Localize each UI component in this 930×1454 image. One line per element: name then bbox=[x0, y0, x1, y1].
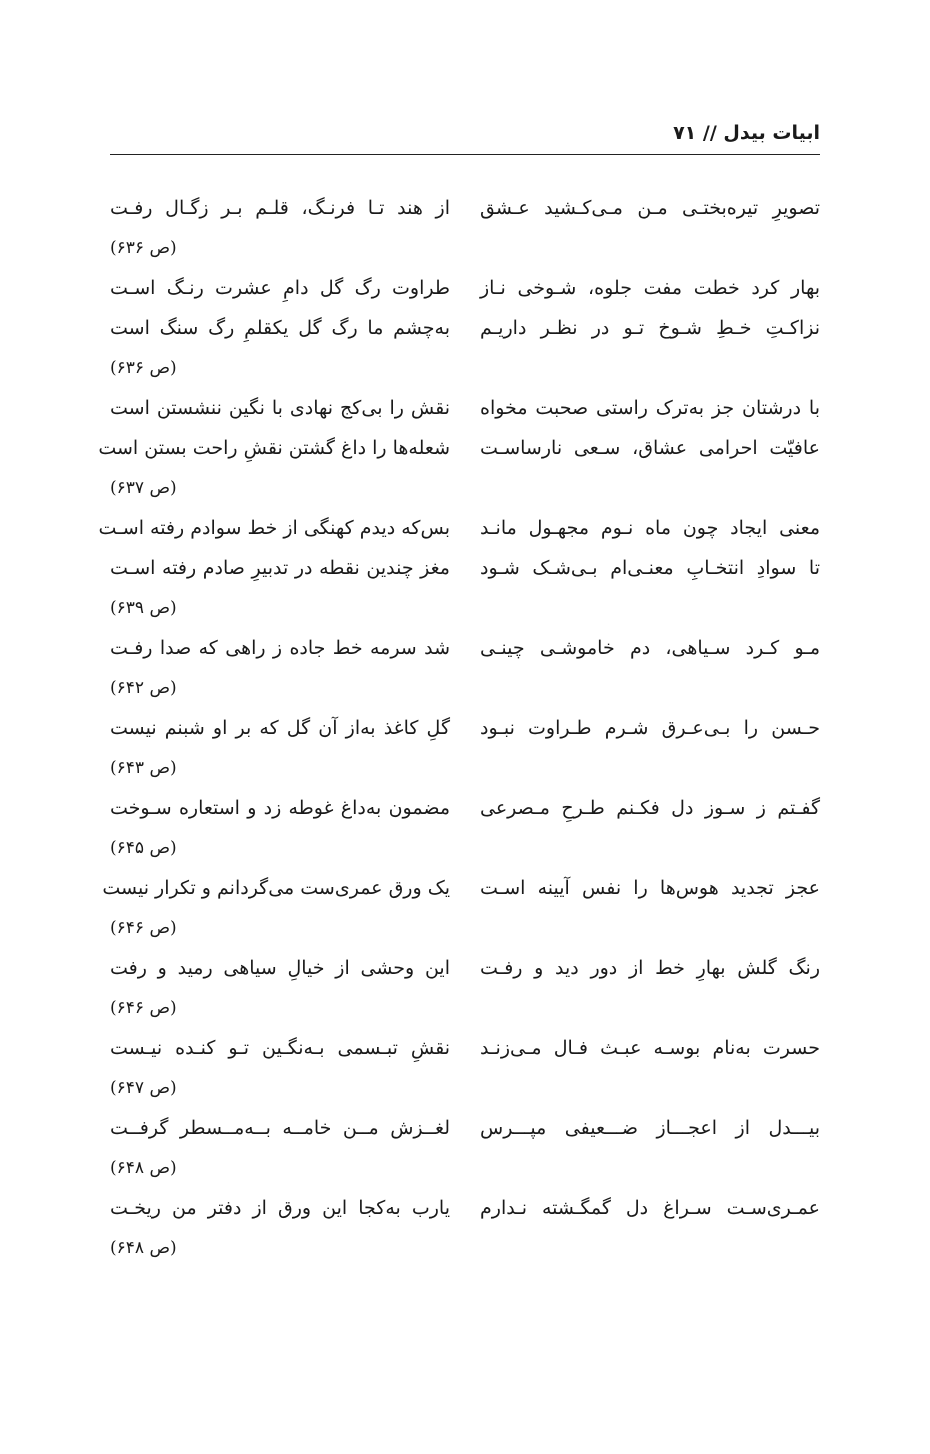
page-reference-text: (ص ۶۴۳) bbox=[110, 758, 177, 778]
page-reference-text: (ص ۶۳۷) bbox=[110, 478, 177, 498]
page-reference-text: (ص ۶۴۸) bbox=[110, 1158, 177, 1178]
page-reference bbox=[110, 908, 820, 948]
verse-entry bbox=[98, 508, 820, 628]
couplet-line bbox=[110, 788, 820, 828]
page-reference bbox=[110, 228, 820, 268]
verse-entry bbox=[110, 1188, 820, 1268]
page-reference bbox=[110, 1228, 820, 1268]
hemistich-right: تصویرِ تیره‌بختـی مـن مـی‌کـشید عـشق bbox=[480, 197, 820, 219]
page-reference bbox=[110, 748, 820, 788]
couplet-line bbox=[110, 268, 820, 308]
page-reference bbox=[110, 1148, 820, 1188]
couplet-line bbox=[110, 628, 820, 668]
hemistich-left: شعله‌ها را داغ گشتن نقشِ راحت بستن است bbox=[98, 437, 450, 459]
hemistich-left: لغــزش مــن خامــه بــه‌مــسطر گرفــت bbox=[110, 1117, 450, 1139]
page-reference-text: (ص ۶۴۵) bbox=[110, 838, 177, 858]
hemistich-right: معنی ایجاد چون ماه نـوم مجهـول مانـد bbox=[480, 517, 820, 539]
verse-entry bbox=[110, 628, 820, 708]
page-reference-text: (ص ۶۴۷) bbox=[110, 1078, 177, 1098]
hemistich-right: عجز تجدید هوس‌ها را نفس آیینه اسـت bbox=[480, 877, 820, 899]
verse-entry bbox=[110, 948, 820, 1028]
hemistich-left: مغز چندین نقطه در تدبیرِ صادم رفته اسـت bbox=[110, 557, 450, 579]
page-reference-text: (ص ۶۳۹) bbox=[110, 598, 177, 618]
verse-list bbox=[98, 188, 820, 1268]
hemistich-right: گفـتم ز سـوز دل فکـنم طـرحِ مـصرعی bbox=[480, 797, 820, 819]
hemistich-left: یک ورق عمری‌ست می‌گردانم و تکرار نیست bbox=[102, 877, 450, 899]
hemistich-right: با درشتان جز به‌ترک راستی صحبت مخواه bbox=[480, 397, 820, 419]
couplet-line bbox=[110, 1108, 820, 1148]
page-reference-text: (ص ۶۳۶) bbox=[110, 358, 177, 378]
verse-entry bbox=[110, 708, 820, 788]
hemistich-right: حسرت به‌نام بوسـه عبـث فـال مـی‌زنـد bbox=[480, 1037, 820, 1059]
couplet-line bbox=[110, 388, 820, 428]
couplet-line bbox=[98, 508, 820, 548]
page-reference-text: (ص ۶۴۸) bbox=[110, 1238, 177, 1258]
page-reference-text: (ص ۶۴۲) bbox=[110, 678, 177, 698]
verse-entry bbox=[110, 188, 820, 268]
hemistich-right: مـو کـرد سـیاهی، دم خاموشـی چینـی bbox=[480, 637, 820, 659]
couplet-line bbox=[110, 548, 820, 588]
verse-entry bbox=[110, 1108, 820, 1188]
verse-entry bbox=[110, 1028, 820, 1108]
hemistich-left: این وحشی از خیالِ سیاهی رمید و رفت bbox=[110, 957, 450, 979]
couplet-line bbox=[110, 188, 820, 228]
couplet-line bbox=[110, 1028, 820, 1068]
page-reference-text: (ص ۶۴۶) bbox=[110, 918, 177, 938]
header-rule bbox=[110, 154, 820, 155]
couplet-line bbox=[98, 428, 820, 468]
hemistich-right: تا سوادِ انتخـابِ معنـی‌ام بـی‌شـک شـود bbox=[480, 557, 820, 579]
hemistich-right: نزاکـتِ خـطِ شـوخ تـو در نظـر داریـم bbox=[480, 317, 820, 339]
hemistich-right: رنگ گلش بهارِ خط از دور دید و رفـت bbox=[480, 957, 820, 979]
hemistich-left: نقش را بی‌کج نهادی با نگین ننشستن است bbox=[110, 397, 450, 419]
page-reference bbox=[110, 588, 820, 628]
hemistich-right: بیـــدل از اعجـــاز ضـــعیفی مپـــرس bbox=[480, 1117, 820, 1139]
hemistich-left: یارب به‌کجا این ورق از دفتر من ریخـت bbox=[110, 1197, 450, 1219]
hemistich-left: بس‌که دیدم کهنگی از خط سوادم رفته اسـت bbox=[98, 517, 450, 539]
hemistich-left: نقشِ تبـسمی بـه‌نگـین تـو کنـده نیـست bbox=[110, 1037, 450, 1059]
page-reference-text: (ص ۶۴۶) bbox=[110, 998, 177, 1018]
couplet-line bbox=[110, 308, 820, 348]
page-reference bbox=[110, 1068, 820, 1108]
couplet-line bbox=[110, 708, 820, 748]
couplet-line bbox=[102, 868, 820, 908]
hemistich-left: گلِ کاغذ به‌از آن گل که بر او شبنم نیست bbox=[110, 717, 450, 739]
page-reference bbox=[110, 668, 820, 708]
page-reference bbox=[110, 348, 820, 388]
couplet-line bbox=[110, 1188, 820, 1228]
running-head: ابیات بیدل // ۷۱ bbox=[673, 122, 820, 144]
couplet-line bbox=[110, 948, 820, 988]
page-reference bbox=[110, 468, 820, 508]
hemistich-left: به‌چشم ما رگ گل یکقلمِ رگ سنگ است bbox=[110, 317, 450, 339]
page-header bbox=[110, 118, 820, 154]
hemistich-left: مضمون به‌داغ غوطه زد و استعاره سـوخت bbox=[110, 797, 450, 819]
page-reference bbox=[110, 988, 820, 1028]
verse-entry bbox=[110, 268, 820, 388]
page-reference-text: (ص ۶۳۶) bbox=[110, 238, 177, 258]
hemistich-right: عافیّت احرامی عشاق، سـعی نارساسـت bbox=[480, 437, 820, 459]
hemistich-left: شد سرمه خط جاده ز راهی که صدا رفـت bbox=[110, 637, 450, 659]
verse-entry bbox=[102, 868, 820, 948]
hemistich-right: بهار کرد خطت مفت جلوه، شـوخی نـاز bbox=[480, 277, 820, 299]
hemistich-right: حـسن را بـی‌عـرق شـرم طـراوت نبـود bbox=[480, 717, 820, 739]
hemistich-left: از هند تـا فرنـگ، قلـم بـر زگـال رفـت bbox=[110, 197, 450, 219]
verse-entry bbox=[98, 388, 820, 508]
page-reference bbox=[110, 828, 820, 868]
verse-entry bbox=[110, 788, 820, 868]
hemistich-left: طراوت رگ گل دامِ عشرت رنـگ اسـت bbox=[110, 277, 450, 299]
hemistich-right: عمـری‌سـت سـراغ دل گمگـشته نـدارم bbox=[480, 1197, 820, 1219]
